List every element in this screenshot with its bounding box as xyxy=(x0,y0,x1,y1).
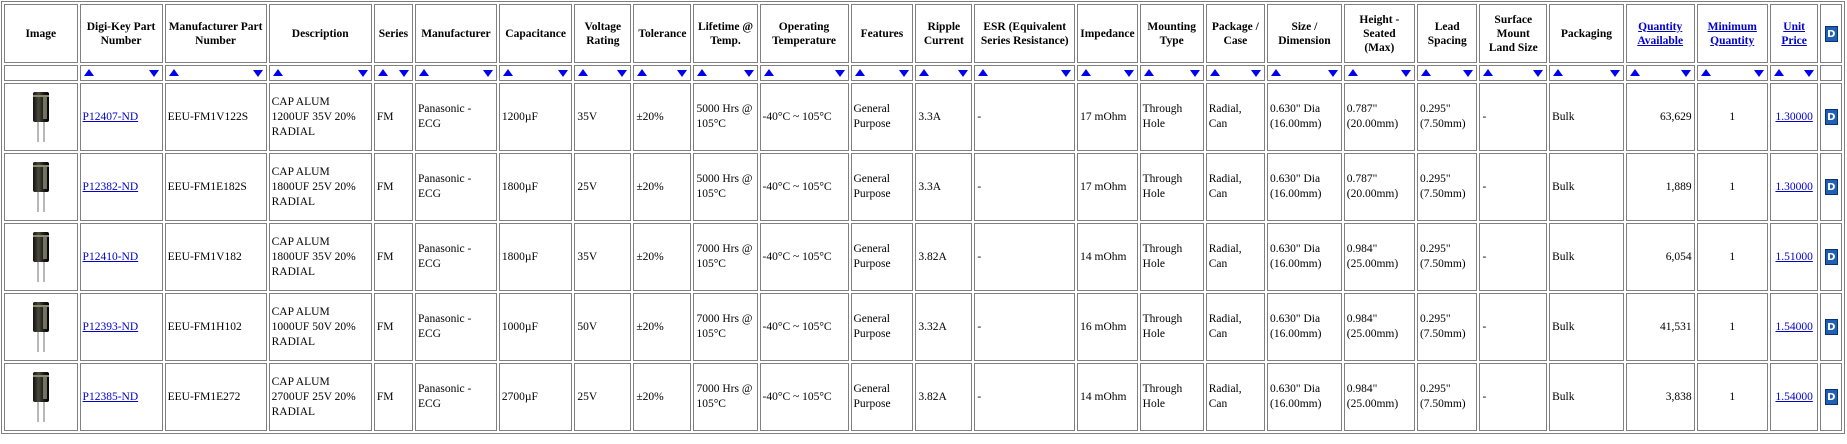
cell-impedance: 14 mOhm xyxy=(1077,363,1138,431)
sort-descending-icon[interactable] xyxy=(1463,70,1473,77)
sort-descending-icon[interactable] xyxy=(558,70,568,77)
cell-mounting: Through Hole xyxy=(1140,153,1204,221)
header-lifetime: Lifetime @ Temp. xyxy=(693,4,757,63)
cell-image xyxy=(4,363,78,431)
sort-ascending-icon[interactable] xyxy=(1701,69,1711,76)
cell-package: Radial, Can xyxy=(1206,363,1265,431)
sort-ascending-icon[interactable] xyxy=(273,69,283,76)
table-row xyxy=(4,83,1842,151)
cell-mounting: Through Hole xyxy=(1140,83,1204,151)
capacitor-image[interactable] xyxy=(30,301,52,353)
cell-capacitance: 2700µF xyxy=(499,363,573,431)
cell-mfr_pn: EEU-FM1E182S xyxy=(165,153,267,221)
cell-qty_avail: 1,889 xyxy=(1626,153,1695,221)
part-number-link[interactable]: P12407-ND xyxy=(82,110,139,123)
datasheet-icon[interactable]: D xyxy=(1825,319,1838,335)
cell-lead: 0.295" (7.50mm) xyxy=(1417,363,1478,431)
sort-cell-voltage xyxy=(574,65,631,81)
cell-series: FM xyxy=(374,153,413,221)
sort-ascending-icon[interactable] xyxy=(637,69,647,76)
cell-manufacturer: Panasonic - ECG xyxy=(415,293,497,361)
cell-qty_avail: 41,531 xyxy=(1626,293,1695,361)
header-impedance: Impedance xyxy=(1077,4,1138,63)
header-datasheet xyxy=(1820,4,1842,63)
sort-ascending-icon[interactable] xyxy=(169,69,179,76)
cell-impedance: 17 mOhm xyxy=(1077,153,1138,221)
header-unit_price xyxy=(1770,4,1819,63)
cell-min_qty: 1 xyxy=(1697,363,1768,431)
cell-op_temp: -40°C ~ 105°C xyxy=(760,293,849,361)
table-row xyxy=(4,363,1842,431)
sort-cell-size xyxy=(1267,65,1342,81)
header-features: Features xyxy=(851,4,914,63)
cell-impedance: 16 mOhm xyxy=(1077,293,1138,361)
cell-min_qty: 1 xyxy=(1697,293,1768,361)
cell-features: General Purpose xyxy=(851,223,914,291)
cell-voltage: 35V xyxy=(574,223,631,291)
datasheet-icon[interactable]: D xyxy=(1825,179,1838,195)
cell-ripple: 3.32A xyxy=(915,293,972,361)
sort-cell-unit_price xyxy=(1770,65,1819,81)
cell-smland: - xyxy=(1479,363,1547,431)
unit-price-link[interactable]: 1.54000 xyxy=(1775,390,1813,403)
cell-unit_price xyxy=(1770,293,1819,361)
sort-cell-manufacturer xyxy=(415,65,497,81)
sort-descending-icon[interactable] xyxy=(1251,70,1261,77)
sort-descending-icon[interactable] xyxy=(744,70,754,77)
cell-tolerance: ±20% xyxy=(633,363,691,431)
header-qty_avail xyxy=(1626,4,1695,63)
cell-manufacturer: Panasonic - ECG xyxy=(415,223,497,291)
cell-image xyxy=(4,153,78,221)
cell-mfr_pn: EEU-FM1E272 xyxy=(165,363,267,431)
sort-link-unit_price[interactable]: Unit Price xyxy=(1781,20,1807,47)
cell-datasheet xyxy=(1820,363,1842,431)
cell-image xyxy=(4,83,78,151)
cell-image xyxy=(4,223,78,291)
header-mfr_pn: Manufacturer Part Number xyxy=(165,4,267,63)
header-smland: Surface Mount Land Size xyxy=(1479,4,1547,63)
header-ripple: Ripple Current xyxy=(915,4,972,63)
sort-descending-icon[interactable] xyxy=(1754,70,1764,77)
sort-ascending-icon[interactable] xyxy=(1271,69,1281,76)
sort-link-min_qty[interactable]: Minimum Quantity xyxy=(1707,20,1757,47)
header-digikey: Digi-Key Part Number xyxy=(80,4,163,63)
header-mounting: Mounting Type xyxy=(1140,4,1204,63)
cell-impedance: 17 mOhm xyxy=(1077,83,1138,151)
datasheet-icon: D xyxy=(1825,26,1838,42)
header-package: Package / Case xyxy=(1206,4,1265,63)
table-row xyxy=(4,293,1842,361)
sort-descending-icon[interactable] xyxy=(149,70,159,77)
sort-cell-package xyxy=(1206,65,1265,81)
cell-lifetime: 7000 Hrs @ 105°C xyxy=(693,293,757,361)
sort-ascending-icon[interactable] xyxy=(1630,69,1640,76)
header-image: Image xyxy=(4,4,78,63)
cell-mfr_pn: EEU-FM1V122S xyxy=(165,83,267,151)
cell-mounting: Through Hole xyxy=(1140,293,1204,361)
cell-size: 0.630" Dia (16.00mm) xyxy=(1267,83,1342,151)
cell-lead: 0.295" (7.50mm) xyxy=(1417,153,1478,221)
sort-descending-icon[interactable] xyxy=(899,70,909,77)
sort-descending-icon[interactable] xyxy=(1401,70,1411,77)
part-number-link[interactable]: P12410-ND xyxy=(82,250,139,263)
cell-size: 0.630" Dia (16.00mm) xyxy=(1267,223,1342,291)
capacitor-image[interactable] xyxy=(30,231,52,283)
unit-price-link[interactable]: 1.30000 xyxy=(1775,110,1813,123)
cell-tolerance: ±20% xyxy=(633,223,691,291)
sort-cell-impedance xyxy=(1077,65,1138,81)
sort-cell-image xyxy=(4,65,78,81)
datasheet-icon[interactable]: D xyxy=(1825,249,1838,265)
cell-height: 0.787" (20.00mm) xyxy=(1344,83,1415,151)
sort-descending-icon[interactable] xyxy=(1681,70,1691,77)
cell-features: General Purpose xyxy=(851,293,914,361)
cell-lifetime: 7000 Hrs @ 105°C xyxy=(693,363,757,431)
cell-height: 0.984" (25.00mm) xyxy=(1344,293,1415,361)
datasheet-icon[interactable]: D xyxy=(1825,389,1838,405)
header-lead: Lead Spacing xyxy=(1417,4,1478,63)
sort-descending-icon[interactable] xyxy=(677,70,687,77)
cell-height: 0.787" (20.00mm) xyxy=(1344,153,1415,221)
header-packaging: Packaging xyxy=(1549,4,1624,63)
unit-price-link[interactable]: 1.30000 xyxy=(1775,180,1813,193)
sort-descending-icon[interactable] xyxy=(1124,70,1134,77)
sort-ascending-icon[interactable] xyxy=(1553,69,1563,76)
header-size: Size / Dimension xyxy=(1267,4,1342,63)
sort-cell-lifetime xyxy=(693,65,757,81)
cell-tolerance: ±20% xyxy=(633,293,691,361)
cell-unit_price xyxy=(1770,83,1819,151)
cell-qty_avail: 6,054 xyxy=(1626,223,1695,291)
cell-packaging: Bulk xyxy=(1549,363,1624,431)
cell-digikey xyxy=(80,223,163,291)
cell-description: CAP ALUM 1200UF 35V 20% RADIAL xyxy=(269,83,372,151)
capacitor-image[interactable] xyxy=(30,371,52,423)
cell-ripple: 3.82A xyxy=(915,223,972,291)
cell-capacitance: 1000µF xyxy=(499,293,573,361)
cell-manufacturer: Panasonic - ECG xyxy=(415,153,497,221)
sort-ascending-icon[interactable] xyxy=(919,69,929,76)
header-esr: ESR (Equivalent Series Resistance) xyxy=(974,4,1075,63)
cell-mounting: Through Hole xyxy=(1140,363,1204,431)
cell-voltage: 25V xyxy=(574,363,631,431)
cell-packaging: Bulk xyxy=(1549,153,1624,221)
cell-features: General Purpose xyxy=(851,83,914,151)
sort-cell-mounting xyxy=(1140,65,1204,81)
cell-features: General Purpose xyxy=(851,153,914,221)
cell-smland: - xyxy=(1479,83,1547,151)
cell-op_temp: -40°C ~ 105°C xyxy=(760,363,849,431)
results-table xyxy=(1,1,1845,434)
sort-cell-qty_avail xyxy=(1626,65,1695,81)
cell-mfr_pn: EEU-FM1V182 xyxy=(165,223,267,291)
sort-descending-icon[interactable] xyxy=(358,70,368,77)
cell-esr: - xyxy=(974,83,1075,151)
sort-cell-capacitance xyxy=(499,65,573,81)
sort-descending-icon[interactable] xyxy=(617,70,627,77)
sort-ascending-icon[interactable] xyxy=(1774,69,1784,76)
cell-tolerance: ±20% xyxy=(633,83,691,151)
cell-lead: 0.295" (7.50mm) xyxy=(1417,223,1478,291)
cell-packaging: Bulk xyxy=(1549,223,1624,291)
sort-descending-icon[interactable] xyxy=(835,70,845,77)
sort-ascending-icon[interactable] xyxy=(1348,69,1358,76)
sort-cell-ripple xyxy=(915,65,972,81)
cell-datasheet xyxy=(1820,153,1842,221)
cell-mfr_pn: EEU-FM1H102 xyxy=(165,293,267,361)
cell-capacitance: 1200µF xyxy=(499,83,573,151)
datasheet-icon[interactable]: D xyxy=(1825,109,1838,125)
cell-description: CAP ALUM 1000UF 50V 20% RADIAL xyxy=(269,293,372,361)
cell-op_temp: -40°C ~ 105°C xyxy=(760,223,849,291)
cell-digikey xyxy=(80,293,163,361)
cell-package: Radial, Can xyxy=(1206,83,1265,151)
sort-ascending-icon[interactable] xyxy=(697,69,707,76)
sort-cell-esr xyxy=(974,65,1075,81)
sort-descending-icon[interactable] xyxy=(1610,70,1620,77)
cell-series: FM xyxy=(374,293,413,361)
sort-ascending-icon[interactable] xyxy=(84,69,94,76)
sort-cell-description xyxy=(269,65,372,81)
cell-lifetime: 5000 Hrs @ 105°C xyxy=(693,153,757,221)
sort-ascending-icon[interactable] xyxy=(764,69,774,76)
cell-unit_price xyxy=(1770,223,1819,291)
cell-smland: - xyxy=(1479,223,1547,291)
cell-ripple: 3.3A xyxy=(915,83,972,151)
cell-capacitance: 1800µF xyxy=(499,223,573,291)
cell-esr: - xyxy=(974,223,1075,291)
sort-descending-icon[interactable] xyxy=(253,70,263,77)
unit-price-link[interactable]: 1.51000 xyxy=(1775,250,1813,263)
sort-ascending-icon[interactable] xyxy=(419,69,429,76)
cell-image xyxy=(4,293,78,361)
sort-cell-series xyxy=(374,65,413,81)
cell-unit_price xyxy=(1770,153,1819,221)
cell-lead: 0.295" (7.50mm) xyxy=(1417,293,1478,361)
cell-mounting: Through Hole xyxy=(1140,223,1204,291)
cell-features: General Purpose xyxy=(851,363,914,431)
sort-ascending-icon[interactable] xyxy=(378,69,388,76)
cell-lead: 0.295" (7.50mm) xyxy=(1417,83,1478,151)
header-series: Series xyxy=(374,4,413,63)
cell-op_temp: -40°C ~ 105°C xyxy=(760,83,849,151)
cell-package: Radial, Can xyxy=(1206,153,1265,221)
sort-cell-height xyxy=(1344,65,1415,81)
header-tolerance: Tolerance xyxy=(633,4,691,63)
cell-datasheet xyxy=(1820,223,1842,291)
results-body xyxy=(4,83,1842,431)
cell-esr: - xyxy=(974,153,1075,221)
sort-ascending-icon[interactable] xyxy=(578,69,588,76)
cell-description: CAP ALUM 1800UF 35V 20% RADIAL xyxy=(269,223,372,291)
sort-cell-packaging xyxy=(1549,65,1624,81)
cell-series: FM xyxy=(374,83,413,151)
cell-capacitance: 1800µF xyxy=(499,153,573,221)
header-op_temp: Operating Temperature xyxy=(760,4,849,63)
part-number-link[interactable]: P12382-ND xyxy=(82,180,139,193)
sort-cell-lead xyxy=(1417,65,1478,81)
cell-unit_price xyxy=(1770,363,1819,431)
cell-packaging: Bulk xyxy=(1549,83,1624,151)
header-height: Height - Seated (Max) xyxy=(1344,4,1415,63)
cell-min_qty: 1 xyxy=(1697,223,1768,291)
cell-digikey xyxy=(80,153,163,221)
sort-cell-mfr_pn xyxy=(165,65,267,81)
sort-ascending-icon[interactable] xyxy=(855,69,865,76)
capacitor-image[interactable] xyxy=(30,91,52,143)
sort-descending-icon[interactable] xyxy=(1190,70,1200,77)
cell-impedance: 14 mOhm xyxy=(1077,223,1138,291)
sort-ascending-icon[interactable] xyxy=(503,69,513,76)
cell-tolerance: ±20% xyxy=(633,153,691,221)
cell-min_qty: 1 xyxy=(1697,83,1768,151)
cell-series: FM xyxy=(374,223,413,291)
cell-height: 0.984" (25.00mm) xyxy=(1344,363,1415,431)
cell-size: 0.630" Dia (16.00mm) xyxy=(1267,153,1342,221)
cell-description: CAP ALUM 2700UF 25V 20% RADIAL xyxy=(269,363,372,431)
cell-smland: - xyxy=(1479,293,1547,361)
header-manufacturer: Manufacturer xyxy=(415,4,497,63)
cell-series: FM xyxy=(374,363,413,431)
sort-ascending-icon[interactable] xyxy=(1210,69,1220,76)
cell-min_qty: 1 xyxy=(1697,153,1768,221)
cell-ripple: 3.82A xyxy=(915,363,972,431)
cell-ripple: 3.3A xyxy=(915,153,972,221)
sort-ascending-icon[interactable] xyxy=(1421,69,1431,76)
header-min_qty xyxy=(1697,4,1768,63)
sort-descending-icon[interactable] xyxy=(1061,70,1071,77)
cell-qty_avail: 63,629 xyxy=(1626,83,1695,151)
table-row xyxy=(4,153,1842,221)
cell-digikey xyxy=(80,363,163,431)
part-number-link[interactable]: P12393-ND xyxy=(82,320,139,333)
header-capacitance: Capacitance xyxy=(499,4,573,63)
cell-package: Radial, Can xyxy=(1206,223,1265,291)
cell-height: 0.984" (25.00mm) xyxy=(1344,223,1415,291)
sort-descending-icon[interactable] xyxy=(1328,70,1338,77)
sort-descending-icon[interactable] xyxy=(483,70,493,77)
cell-datasheet xyxy=(1820,293,1842,361)
sort-ascending-icon[interactable] xyxy=(1081,69,1091,76)
sort-ascending-icon[interactable] xyxy=(1483,69,1493,76)
cell-esr: - xyxy=(974,363,1075,431)
sort-cell-min_qty xyxy=(1697,65,1768,81)
sort-cell-features xyxy=(851,65,914,81)
sort-descending-icon[interactable] xyxy=(1804,70,1814,77)
unit-price-link[interactable]: 1.54000 xyxy=(1775,320,1813,333)
cell-voltage: 25V xyxy=(574,153,631,221)
sort-controls-row xyxy=(4,65,1842,81)
sort-cell-digikey xyxy=(80,65,163,81)
cell-manufacturer: Panasonic - ECG xyxy=(415,83,497,151)
cell-datasheet xyxy=(1820,83,1842,151)
sort-cell-op_temp xyxy=(760,65,849,81)
header-voltage: Voltage Rating xyxy=(574,4,631,63)
part-number-link[interactable]: P12385-ND xyxy=(82,390,139,403)
cell-esr: - xyxy=(974,293,1075,361)
sort-cell-tolerance xyxy=(633,65,691,81)
sort-cell-datasheet xyxy=(1820,65,1842,81)
cell-manufacturer: Panasonic - ECG xyxy=(415,363,497,431)
cell-voltage: 35V xyxy=(574,83,631,151)
cell-smland: - xyxy=(1479,153,1547,221)
table-row xyxy=(4,223,1842,291)
cell-lifetime: 7000 Hrs @ 105°C xyxy=(693,223,757,291)
sort-cell-smland xyxy=(1479,65,1547,81)
capacitor-image[interactable] xyxy=(30,161,52,213)
cell-qty_avail: 3,838 xyxy=(1626,363,1695,431)
cell-size: 0.630" Dia (16.00mm) xyxy=(1267,363,1342,431)
sort-descending-icon[interactable] xyxy=(958,70,968,77)
cell-packaging: Bulk xyxy=(1549,293,1624,361)
cell-package: Radial, Can xyxy=(1206,293,1265,361)
sort-link-qty_avail[interactable]: Quantity Available xyxy=(1637,20,1684,47)
sort-descending-icon[interactable] xyxy=(399,70,409,77)
sort-descending-icon[interactable] xyxy=(1533,70,1543,77)
sort-ascending-icon[interactable] xyxy=(978,69,988,76)
cell-voltage: 50V xyxy=(574,293,631,361)
cell-op_temp: -40°C ~ 105°C xyxy=(760,153,849,221)
header-description: Description xyxy=(269,4,372,63)
cell-digikey xyxy=(80,83,163,151)
sort-ascending-icon[interactable] xyxy=(1144,69,1154,76)
cell-size: 0.630" Dia (16.00mm) xyxy=(1267,293,1342,361)
header-row xyxy=(4,4,1842,63)
cell-lifetime: 5000 Hrs @ 105°C xyxy=(693,83,757,151)
cell-description: CAP ALUM 1800UF 25V 20% RADIAL xyxy=(269,153,372,221)
